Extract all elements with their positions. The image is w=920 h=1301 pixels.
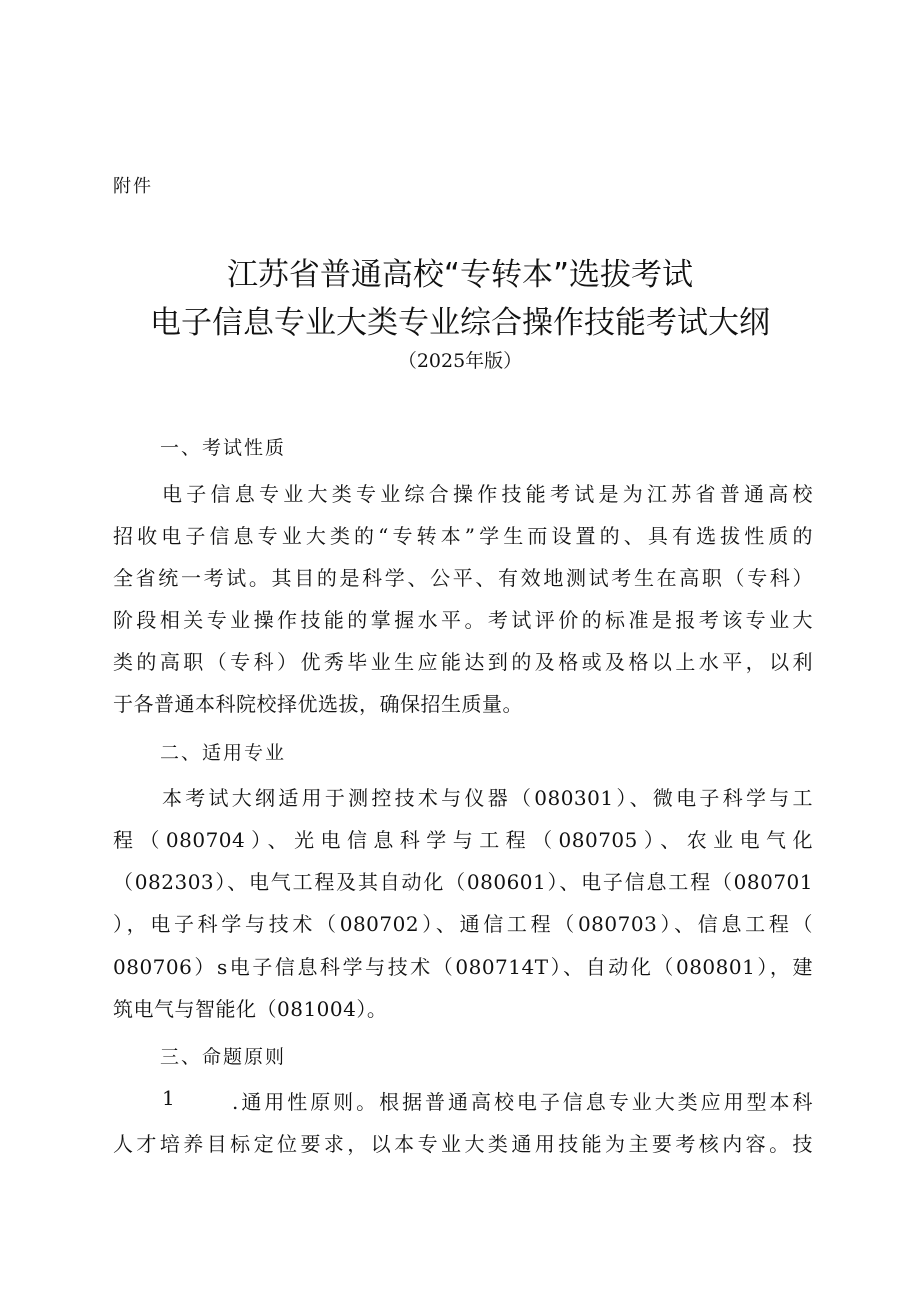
document-title-line-1: 江苏省普通高校“专转本”选拔考试 xyxy=(226,257,694,293)
paragraph-line: 招收电子信息专业大类的“专转本”学生而设置的、具有选拔性质的 xyxy=(113,524,813,548)
paragraph-line: 程（080704）、光电信息科学与工程（080705）、农业电气化 xyxy=(113,828,813,852)
paragraph-line: 080706）s电子信息科学与技术（080714T）、自动化（080801），建 xyxy=(113,955,813,979)
paragraph-line: 电子信息专业大类专业综合操作技能考试是为江苏省普通高校 xyxy=(162,482,813,506)
section-heading-majors: 二、适用专业 xyxy=(160,742,287,764)
section-heading-principles: 三、命题原则 xyxy=(160,1046,287,1068)
paragraph-line: 于各普通本科院校择优选拔，确保招生质量。 xyxy=(113,692,523,716)
attachment-label: 附件 xyxy=(113,176,153,197)
section-heading-nature: 一、考试性质 xyxy=(160,437,287,459)
paragraph-line: 本考试大纲适用于测控技术与仪器（080301）、微电子科学与工 xyxy=(162,786,813,810)
paragraph-line: （082303）、电气工程及其自动化（080601）、电子信息工程（080701 xyxy=(113,870,813,894)
paragraph-line: .通用性原则。根据普通高校电子信息专业大类应用型本科 xyxy=(232,1090,813,1114)
paragraph-line: ），电子科学与技术（080702）、通信工程（080703）、信息工程（ xyxy=(113,912,813,936)
paragraph-line: 全省统一考试。其目的是科学、公平、有效地测试考生在高职（专科） xyxy=(113,566,813,590)
document-title-line-2: 电子信息专业大类专业综合操作技能考试大纲 xyxy=(150,305,770,341)
paragraph-line: 阶段相关专业操作技能的掌握水平。考试评价的标准是报考该专业大 xyxy=(113,608,813,632)
paragraph-line: 人才培养目标定位要求，以本专业大类通用技能为主要考核内容。技 xyxy=(113,1132,813,1156)
list-item-number: 1 xyxy=(162,1086,175,1110)
paragraph-line: 类的高职（专科）优秀毕业生应能达到的及格或及格以上水平，以利 xyxy=(113,650,813,674)
paragraph-line: 筑电气与智能化（081004）。 xyxy=(113,997,388,1021)
document-edition: （2025年版） xyxy=(397,350,523,372)
